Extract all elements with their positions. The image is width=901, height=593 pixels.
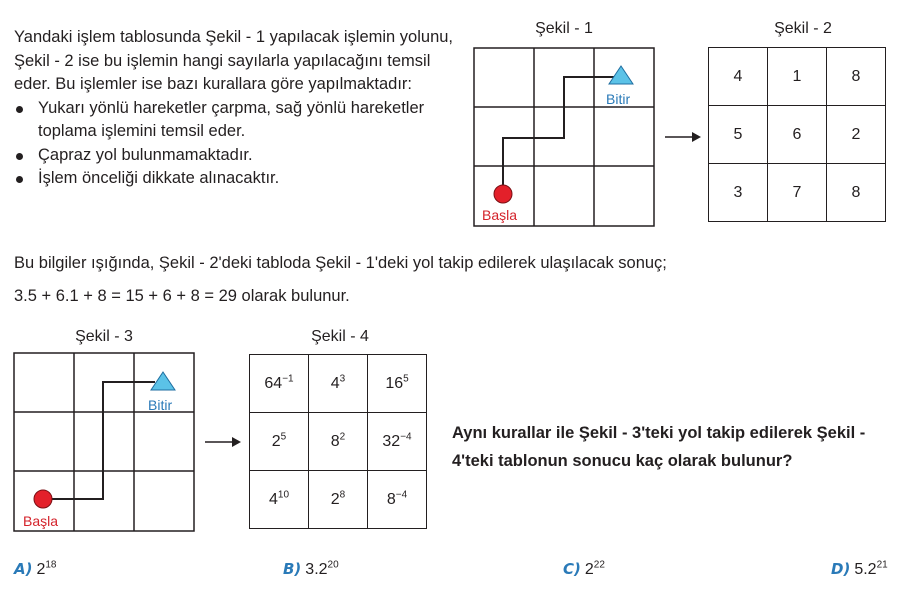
option-d[interactable]: D) $5.2^{21}$	[831, 559, 888, 578]
table-cell: 7	[768, 164, 827, 222]
arrow-right-icon	[203, 435, 243, 449]
table-cell: 8	[827, 48, 886, 106]
table-cell: $8^2$	[309, 413, 368, 471]
start-dot-icon	[34, 490, 52, 508]
table-cell: 1	[768, 48, 827, 106]
table-cell: 6	[768, 106, 827, 164]
table-cell: 3	[709, 164, 768, 222]
bullet-dot-icon	[16, 106, 23, 113]
figure2-title: Şekil - 2	[774, 20, 832, 37]
info-line: Bu bilgiler ışığında, Şekil - 2'deki tabloda Şekil - 1'deki yol takip edilerek ulaşılacak sonuç;	[14, 254, 667, 272]
finish-label: Bitir	[148, 397, 173, 413]
rule-item: Yukarı yönlü hareketler çarpma, sağ yönlü hareketler toplama işlemini temsil eder.	[14, 97, 464, 144]
start-label: Başla	[23, 513, 59, 529]
figure4-table	[249, 354, 427, 529]
table-cell: 5	[709, 106, 768, 164]
table-cell: 8	[827, 164, 886, 222]
bullet-dot-icon	[16, 176, 23, 183]
finish-label: Bitir	[606, 91, 631, 107]
figure1-title: Şekil - 1	[535, 20, 593, 37]
example-line: 3.5 + 6.1 + 8 = 15 + 6 + 8 = 29 olarak bulunur.	[14, 287, 350, 305]
figure2-table	[708, 47, 886, 222]
rule-item: İşlem önceliği dikkate alınacaktır.	[14, 167, 464, 191]
table-cell: $4^{10}$	[250, 471, 309, 529]
table-cell: $4^3$	[309, 355, 368, 413]
table-cell: 4	[709, 48, 768, 106]
intro-paragraph: Yandaki işlem tablosunda Şekil - 1 yapılacak işlemin yolunu, Şekil - 2 ise bu işlemin hangi sayılarla yapılacağını temsil eder. Bu işlemler ise bazı kurallara göre yapılmaktadır:	[14, 28, 454, 93]
option-a[interactable]: A) $2^{18}$	[14, 559, 57, 578]
figure1-path	[503, 77, 615, 192]
table-cell: $8^{-4}$	[368, 471, 427, 529]
figure3-title: Şekil - 3	[75, 328, 133, 345]
table-cell: $16^5$	[368, 355, 427, 413]
figure3-path	[43, 382, 155, 499]
table-cell: $2^8$	[309, 471, 368, 529]
intro-block	[14, 26, 464, 191]
bullet-dot-icon	[16, 153, 23, 160]
figure3-grid	[10, 349, 200, 535]
option-c[interactable]: C) $2^{22}$	[563, 559, 605, 578]
table-cell: $2^5$	[250, 413, 309, 471]
figure4-title: Şekil - 4	[311, 328, 369, 345]
arrow-right-icon	[663, 130, 703, 144]
figure1-grid	[470, 44, 660, 229]
option-b[interactable]: B) $3.2^{20}$	[283, 559, 339, 578]
rule-item: Çapraz yol bulunmamaktadır.	[14, 144, 464, 168]
question-text: Aynı kurallar ile Şekil - 3'teki yol takip edilerek Şekil - 4'teki tablonun sonucu kaç olarak bulunur?	[452, 424, 866, 470]
table-cell: $32^{-4}$	[368, 413, 427, 471]
table-cell: 2	[827, 106, 886, 164]
finish-triangle-icon	[609, 66, 633, 84]
rules-list	[14, 97, 464, 191]
start-dot-icon	[494, 185, 512, 203]
table-cell: $64^{-1}$	[250, 355, 309, 413]
start-label: Başla	[482, 207, 518, 223]
